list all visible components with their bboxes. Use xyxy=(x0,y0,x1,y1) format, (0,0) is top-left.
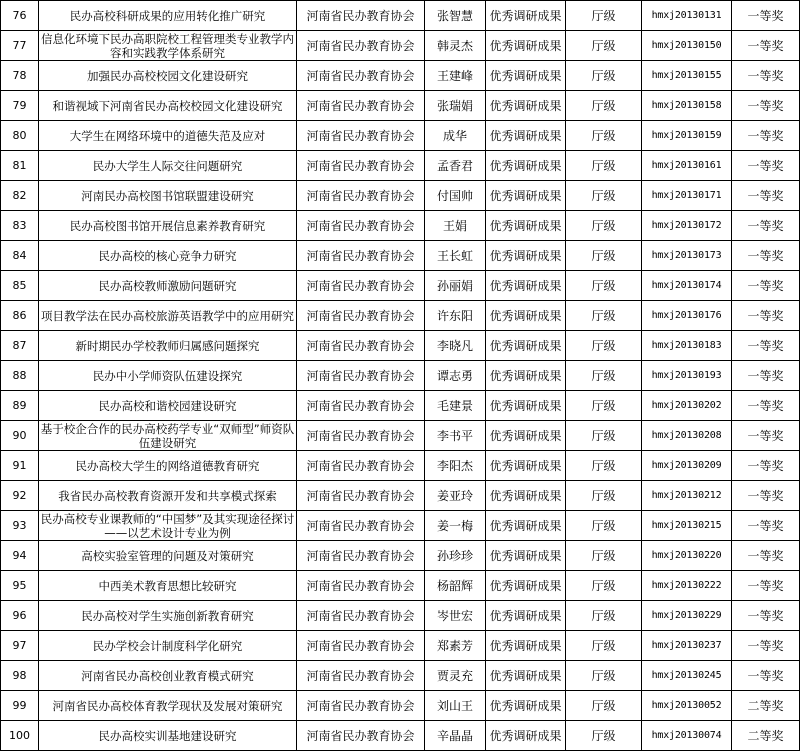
award-grade-cell: 一等奖 xyxy=(732,241,800,271)
row-number-cell: 76 xyxy=(1,1,39,31)
achievement-type-cell: 优秀调研成果 xyxy=(486,601,566,631)
author-name-cell: 刘山王 xyxy=(425,691,486,721)
achievement-type-cell: 优秀调研成果 xyxy=(486,61,566,91)
table-row xyxy=(1,271,800,301)
author-name-cell: 许东阳 xyxy=(425,301,486,331)
project-title-cell: 河南省民办高校体育教学现状及发展对策研究 xyxy=(39,691,297,721)
project-title-cell: 民办高校教师激励问题研究 xyxy=(39,271,297,301)
project-title-cell: 加强民办高校校园文化建设研究 xyxy=(39,61,297,91)
project-code-cell: hmxj20130193 xyxy=(642,361,732,391)
level-cell: 厅级 xyxy=(566,361,642,391)
author-name-cell: 孙珍珍 xyxy=(425,541,486,571)
level-cell: 厅级 xyxy=(566,301,642,331)
project-title-cell: 和谐视域下河南省民办高校校园文化建设研究 xyxy=(39,91,297,121)
award-grade-cell: 二等奖 xyxy=(732,721,800,751)
project-title-cell: 民办高校专业课教师的“中国梦”及其实现途径探讨——以艺术设计专业为例 xyxy=(39,511,297,541)
author-name-cell: 付国帅 xyxy=(425,181,486,211)
project-title-cell: 河南民办高校图书馆联盟建设研究 xyxy=(39,181,297,211)
author-name-cell: 姜亚玲 xyxy=(425,481,486,511)
organization-cell: 河南省民办教育协会 xyxy=(297,391,425,421)
level-cell: 厅级 xyxy=(566,91,642,121)
project-title-cell: 中西美术教育思想比较研究 xyxy=(39,571,297,601)
project-code-cell: hmxj20130176 xyxy=(642,301,732,331)
project-code-cell: hmxj20130150 xyxy=(642,31,732,61)
achievement-type-cell: 优秀调研成果 xyxy=(486,211,566,241)
award-grade-cell: 一等奖 xyxy=(732,511,800,541)
table-row xyxy=(1,631,800,661)
award-grade-cell: 一等奖 xyxy=(732,571,800,601)
table-row xyxy=(1,331,800,361)
row-number-cell: 97 xyxy=(1,631,39,661)
level-cell: 厅级 xyxy=(566,541,642,571)
table-body xyxy=(1,1,800,751)
achievement-type-cell: 优秀调研成果 xyxy=(486,301,566,331)
table-row xyxy=(1,31,800,61)
project-code-cell: hmxj20130202 xyxy=(642,391,732,421)
achievement-type-cell: 优秀调研成果 xyxy=(486,1,566,31)
achievement-type-cell: 优秀调研成果 xyxy=(486,691,566,721)
level-cell: 厅级 xyxy=(566,601,642,631)
row-number-cell: 80 xyxy=(1,121,39,151)
award-grade-cell: 一等奖 xyxy=(732,301,800,331)
award-grade-cell: 一等奖 xyxy=(732,121,800,151)
table-row xyxy=(1,211,800,241)
project-title-cell: 大学生在网络环境中的道德失范及应对 xyxy=(39,121,297,151)
project-code-cell: hmxj20130212 xyxy=(642,481,732,511)
row-number-cell: 94 xyxy=(1,541,39,571)
level-cell: 厅级 xyxy=(566,571,642,601)
award-grade-cell: 一等奖 xyxy=(732,1,800,31)
level-cell: 厅级 xyxy=(566,331,642,361)
level-cell: 厅级 xyxy=(566,451,642,481)
project-title-cell: 信息化环境下民办高职院校工程管理类专业教学内容和实践教学体系研究 xyxy=(39,31,297,61)
project-title-cell: 新时期民办学校教师归属感问题探究 xyxy=(39,331,297,361)
level-cell: 厅级 xyxy=(566,121,642,151)
achievement-type-cell: 优秀调研成果 xyxy=(486,541,566,571)
table-row xyxy=(1,421,800,451)
row-number-cell: 98 xyxy=(1,661,39,691)
level-cell: 厅级 xyxy=(566,61,642,91)
achievement-type-cell: 优秀调研成果 xyxy=(486,361,566,391)
table-row xyxy=(1,391,800,421)
row-number-cell: 79 xyxy=(1,91,39,121)
project-title-cell: 民办高校的核心竞争力研究 xyxy=(39,241,297,271)
project-code-cell: hmxj20130172 xyxy=(642,211,732,241)
project-code-cell: hmxj20130209 xyxy=(642,451,732,481)
organization-cell: 河南省民办教育协会 xyxy=(297,631,425,661)
organization-cell: 河南省民办教育协会 xyxy=(297,361,425,391)
table-row xyxy=(1,241,800,271)
award-grade-cell: 一等奖 xyxy=(732,361,800,391)
author-name-cell: 辛晶晶 xyxy=(425,721,486,751)
award-grade-cell: 一等奖 xyxy=(732,61,800,91)
level-cell: 厅级 xyxy=(566,211,642,241)
project-code-cell: hmxj20130208 xyxy=(642,421,732,451)
project-title-cell: 民办高校对学生实施创新教育研究 xyxy=(39,601,297,631)
row-number-cell: 86 xyxy=(1,301,39,331)
project-code-cell: hmxj20130158 xyxy=(642,91,732,121)
organization-cell: 河南省民办教育协会 xyxy=(297,691,425,721)
author-name-cell: 张智慧 xyxy=(425,1,486,31)
achievement-type-cell: 优秀调研成果 xyxy=(486,721,566,751)
project-title-cell: 基于校企合作的民办高校药学专业“双师型”师资队伍建设研究 xyxy=(39,421,297,451)
row-number-cell: 95 xyxy=(1,571,39,601)
achievement-type-cell: 优秀调研成果 xyxy=(486,241,566,271)
organization-cell: 河南省民办教育协会 xyxy=(297,601,425,631)
organization-cell: 河南省民办教育协会 xyxy=(297,121,425,151)
project-title-cell: 高校实验室管理的问题及对策研究 xyxy=(39,541,297,571)
project-code-cell: hmxj20130155 xyxy=(642,61,732,91)
author-name-cell: 孙丽娟 xyxy=(425,271,486,301)
level-cell: 厅级 xyxy=(566,631,642,661)
achievement-type-cell: 优秀调研成果 xyxy=(486,571,566,601)
author-name-cell: 杨韶辉 xyxy=(425,571,486,601)
level-cell: 厅级 xyxy=(566,181,642,211)
organization-cell: 河南省民办教育协会 xyxy=(297,451,425,481)
project-code-cell: hmxj20130215 xyxy=(642,511,732,541)
project-code-cell: hmxj20130245 xyxy=(642,661,732,691)
author-name-cell: 王长虹 xyxy=(425,241,486,271)
project-title-cell: 民办大学生人际交往问题研究 xyxy=(39,151,297,181)
row-number-cell: 99 xyxy=(1,691,39,721)
table-row xyxy=(1,691,800,721)
row-number-cell: 82 xyxy=(1,181,39,211)
row-number-cell: 84 xyxy=(1,241,39,271)
project-code-cell: hmxj20130220 xyxy=(642,541,732,571)
organization-cell: 河南省民办教育协会 xyxy=(297,61,425,91)
project-code-cell: hmxj20130237 xyxy=(642,631,732,661)
author-name-cell: 王建峰 xyxy=(425,61,486,91)
organization-cell: 河南省民办教育协会 xyxy=(297,271,425,301)
table-row xyxy=(1,451,800,481)
award-grade-cell: 一等奖 xyxy=(732,181,800,211)
project-title-cell: 民办高校实训基地建设研究 xyxy=(39,721,297,751)
achievement-type-cell: 优秀调研成果 xyxy=(486,151,566,181)
project-code-cell: hmxj20130173 xyxy=(642,241,732,271)
level-cell: 厅级 xyxy=(566,421,642,451)
level-cell: 厅级 xyxy=(566,151,642,181)
table-row xyxy=(1,151,800,181)
level-cell: 厅级 xyxy=(566,661,642,691)
row-number-cell: 96 xyxy=(1,601,39,631)
achievement-type-cell: 优秀调研成果 xyxy=(486,511,566,541)
table-row xyxy=(1,511,800,541)
organization-cell: 河南省民办教育协会 xyxy=(297,331,425,361)
level-cell: 厅级 xyxy=(566,1,642,31)
author-name-cell: 王娟 xyxy=(425,211,486,241)
author-name-cell: 李晓凡 xyxy=(425,331,486,361)
author-name-cell: 张瑞娟 xyxy=(425,91,486,121)
table-row xyxy=(1,301,800,331)
achievement-type-cell: 优秀调研成果 xyxy=(486,91,566,121)
author-name-cell: 姜一梅 xyxy=(425,511,486,541)
project-title-cell: 我省民办高校教育资源开发和共享模式探索 xyxy=(39,481,297,511)
level-cell: 厅级 xyxy=(566,481,642,511)
achievement-type-cell: 优秀调研成果 xyxy=(486,271,566,301)
author-name-cell: 成华 xyxy=(425,121,486,151)
level-cell: 厅级 xyxy=(566,241,642,271)
author-name-cell: 李书平 xyxy=(425,421,486,451)
project-title-cell: 河南省民办高校创业教育模式研究 xyxy=(39,661,297,691)
table-row xyxy=(1,481,800,511)
award-grade-cell: 一等奖 xyxy=(732,391,800,421)
award-grade-cell: 二等奖 xyxy=(732,691,800,721)
project-title-cell: 民办高校和谐校园建设研究 xyxy=(39,391,297,421)
author-name-cell: 韩灵杰 xyxy=(425,31,486,61)
level-cell: 厅级 xyxy=(566,271,642,301)
table-row xyxy=(1,661,800,691)
row-number-cell: 92 xyxy=(1,481,39,511)
table-row xyxy=(1,571,800,601)
row-number-cell: 77 xyxy=(1,31,39,61)
project-code-cell: hmxj20130174 xyxy=(642,271,732,301)
level-cell: 厅级 xyxy=(566,511,642,541)
table-row xyxy=(1,121,800,151)
table-row xyxy=(1,91,800,121)
table-row xyxy=(1,181,800,211)
organization-cell: 河南省民办教育协会 xyxy=(297,241,425,271)
award-grade-cell: 一等奖 xyxy=(732,331,800,361)
organization-cell: 河南省民办教育协会 xyxy=(297,661,425,691)
table-row xyxy=(1,601,800,631)
row-number-cell: 85 xyxy=(1,271,39,301)
project-title-cell: 项目教学法在民办高校旅游英语教学中的应用研究 xyxy=(39,301,297,331)
award-grade-cell: 一等奖 xyxy=(732,661,800,691)
organization-cell: 河南省民办教育协会 xyxy=(297,91,425,121)
project-code-cell: hmxj20130161 xyxy=(642,151,732,181)
award-grade-cell: 一等奖 xyxy=(732,211,800,241)
author-name-cell: 孟香君 xyxy=(425,151,486,181)
award-grade-cell: 一等奖 xyxy=(732,541,800,571)
award-grade-cell: 一等奖 xyxy=(732,631,800,661)
project-title-cell: 民办中小学师资队伍建设探究 xyxy=(39,361,297,391)
achievement-type-cell: 优秀调研成果 xyxy=(486,31,566,61)
organization-cell: 河南省民办教育协会 xyxy=(297,511,425,541)
organization-cell: 河南省民办教育协会 xyxy=(297,571,425,601)
project-title-cell: 民办高校图书馆开展信息素养教育研究 xyxy=(39,211,297,241)
organization-cell: 河南省民办教育协会 xyxy=(297,1,425,31)
table-row xyxy=(1,361,800,391)
award-grade-cell: 一等奖 xyxy=(732,271,800,301)
project-code-cell: hmxj20130183 xyxy=(642,331,732,361)
award-grade-cell: 一等奖 xyxy=(732,421,800,451)
organization-cell: 河南省民办教育协会 xyxy=(297,181,425,211)
project-code-cell: hmxj20130222 xyxy=(642,571,732,601)
organization-cell: 河南省民办教育协会 xyxy=(297,301,425,331)
achievement-type-cell: 优秀调研成果 xyxy=(486,631,566,661)
row-number-cell: 100 xyxy=(1,721,39,751)
organization-cell: 河南省民办教育协会 xyxy=(297,31,425,61)
level-cell: 厅级 xyxy=(566,691,642,721)
row-number-cell: 81 xyxy=(1,151,39,181)
project-code-cell: hmxj20130074 xyxy=(642,721,732,751)
award-grade-cell: 一等奖 xyxy=(732,151,800,181)
achievement-type-cell: 优秀调研成果 xyxy=(486,421,566,451)
row-number-cell: 89 xyxy=(1,391,39,421)
award-grade-cell: 一等奖 xyxy=(732,601,800,631)
row-number-cell: 93 xyxy=(1,511,39,541)
level-cell: 厅级 xyxy=(566,721,642,751)
row-number-cell: 90 xyxy=(1,421,39,451)
organization-cell: 河南省民办教育协会 xyxy=(297,421,425,451)
project-code-cell: hmxj20130131 xyxy=(642,1,732,31)
row-number-cell: 78 xyxy=(1,61,39,91)
organization-cell: 河南省民办教育协会 xyxy=(297,481,425,511)
award-grade-cell: 一等奖 xyxy=(732,481,800,511)
author-name-cell: 郑素芳 xyxy=(425,631,486,661)
project-title-cell: 民办高校大学生的网络道德教育研究 xyxy=(39,451,297,481)
project-title-cell: 民办高校科研成果的应用转化推广研究 xyxy=(39,1,297,31)
award-grade-cell: 一等奖 xyxy=(732,451,800,481)
organization-cell: 河南省民办教育协会 xyxy=(297,541,425,571)
achievement-type-cell: 优秀调研成果 xyxy=(486,331,566,361)
project-title-cell: 民办学校会计制度科学化研究 xyxy=(39,631,297,661)
organization-cell: 河南省民办教育协会 xyxy=(297,721,425,751)
achievement-type-cell: 优秀调研成果 xyxy=(486,451,566,481)
table-row xyxy=(1,61,800,91)
row-number-cell: 87 xyxy=(1,331,39,361)
achievement-type-cell: 优秀调研成果 xyxy=(486,481,566,511)
author-name-cell: 谭志勇 xyxy=(425,361,486,391)
achievement-type-cell: 优秀调研成果 xyxy=(486,121,566,151)
project-code-cell: hmxj20130229 xyxy=(642,601,732,631)
author-name-cell: 毛建景 xyxy=(425,391,486,421)
achievement-type-cell: 优秀调研成果 xyxy=(486,661,566,691)
project-code-cell: hmxj20130171 xyxy=(642,181,732,211)
award-grade-cell: 一等奖 xyxy=(732,91,800,121)
achievement-type-cell: 优秀调研成果 xyxy=(486,391,566,421)
project-code-cell: hmxj20130052 xyxy=(642,691,732,721)
author-name-cell: 岑世宏 xyxy=(425,601,486,631)
table-row xyxy=(1,721,800,751)
author-name-cell: 李阳杰 xyxy=(425,451,486,481)
project-code-cell: hmxj20130159 xyxy=(642,121,732,151)
table-row xyxy=(1,541,800,571)
table-row xyxy=(1,1,800,31)
row-number-cell: 83 xyxy=(1,211,39,241)
author-name-cell: 贾灵充 xyxy=(425,661,486,691)
row-number-cell: 88 xyxy=(1,361,39,391)
organization-cell: 河南省民办教育协会 xyxy=(297,211,425,241)
row-number-cell: 91 xyxy=(1,451,39,481)
organization-cell: 河南省民办教育协会 xyxy=(297,151,425,181)
award-grade-cell: 一等奖 xyxy=(732,31,800,61)
achievement-type-cell: 优秀调研成果 xyxy=(486,181,566,211)
level-cell: 厅级 xyxy=(566,31,642,61)
level-cell: 厅级 xyxy=(566,391,642,421)
